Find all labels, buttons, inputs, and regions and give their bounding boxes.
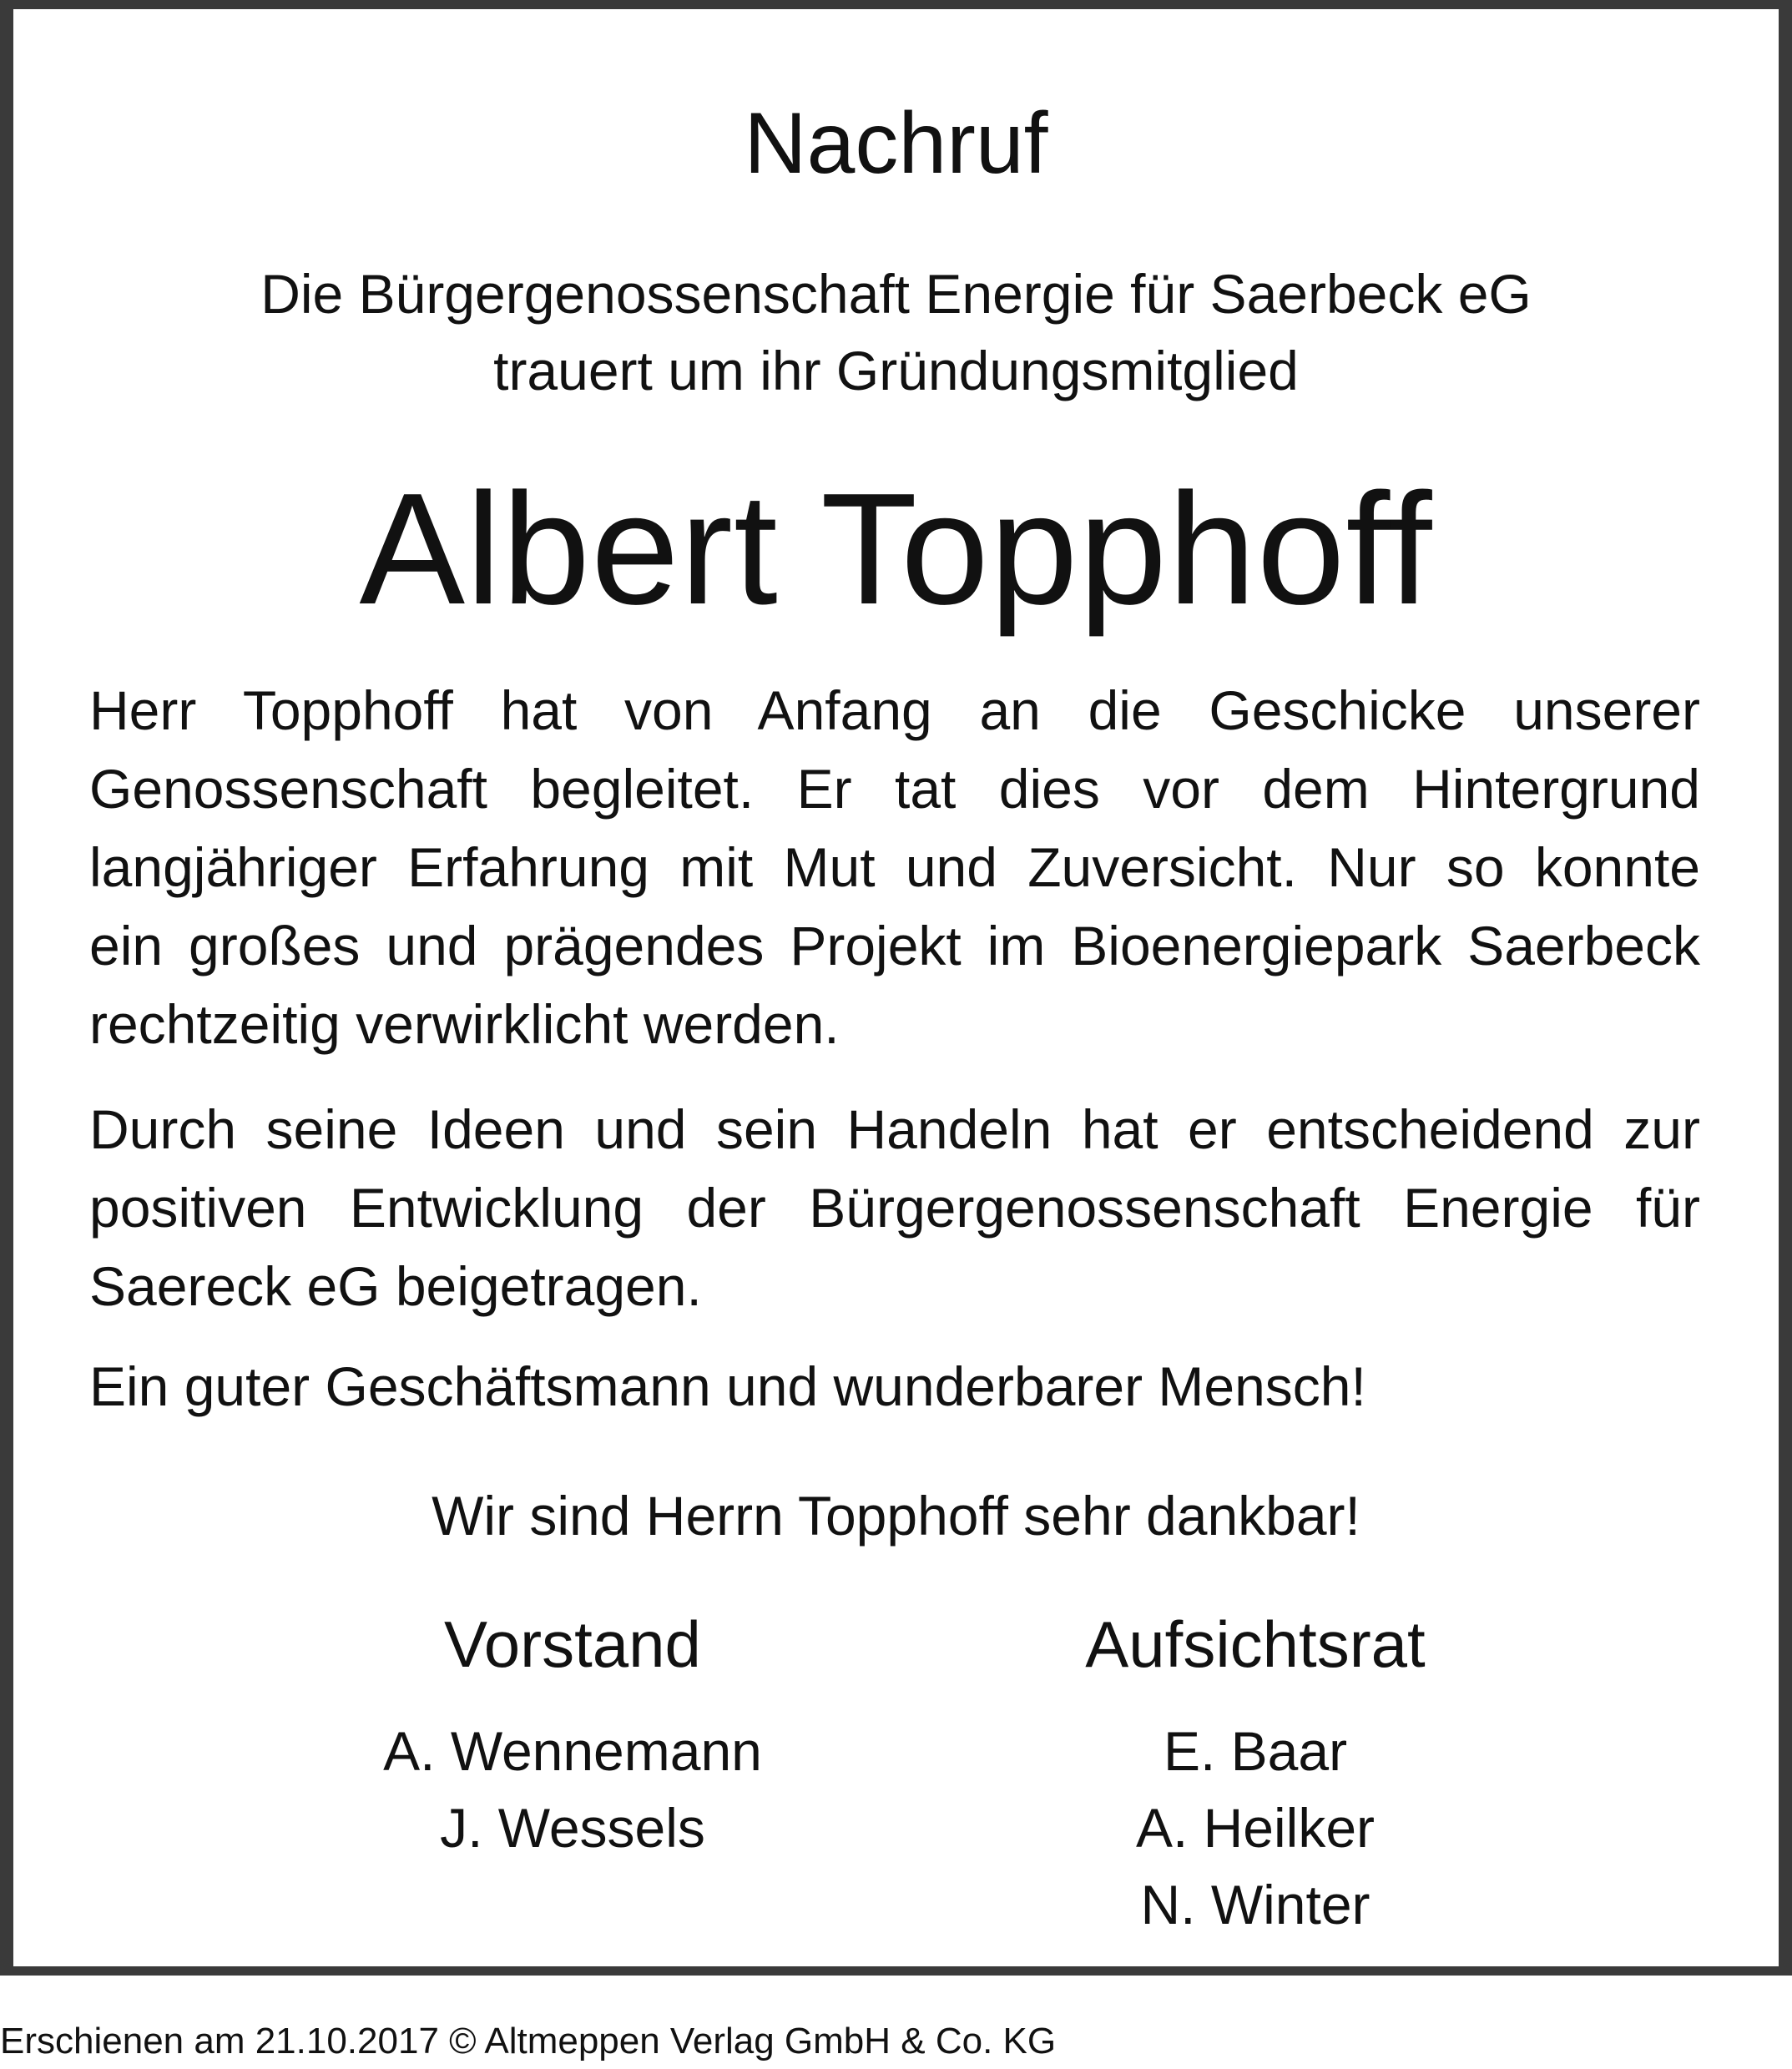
paragraph-line: Genossenschaft begleitet. Er tat dies vor dem Hintergrund [89,758,1700,820]
deceased-name: Albert Topphoff [359,461,1433,638]
paragraph-line: Ein guter Geschäftsmann und wunderbarer Mensch! [89,1355,1366,1417]
board-member: J. Wessels [440,1797,705,1859]
intro-line: trauert um ihr Gründungsmitglied [493,340,1299,401]
paragraph-contribution [89,1090,1700,1325]
supervisory-member: N. Winter [1140,1874,1371,1935]
supervisory-member: E. Baar [1163,1720,1348,1782]
paragraph-line: langjähriger Erfahrung mit Mut und Zuversicht. Nur so konnte [89,836,1700,898]
notice-title: Nachruf [744,95,1048,192]
thanks-line: Wir sind Herrn Topphoff sehr dankbar! [432,1485,1360,1547]
paragraph-line: Saereck eG beigetragen. [89,1255,702,1317]
notice-intro [0,255,1792,409]
paragraph-tribute [89,671,1700,1063]
board-heading: Vorstand [444,1607,701,1681]
publication-footer: Erschienen am 21.10.2017 © Altmeppen Verlag GmbH & Co. KG [0,2021,1057,2061]
signatories-board [280,1604,865,1866]
paragraph-line: Herr Topphoff hat von Anfang an die Geschicke unserer [89,679,1700,741]
board-member: A. Wennemann [383,1720,762,1782]
supervisory-member: A. Heilker [1135,1797,1376,1859]
intro-line: Die Bürgergenossenschaft Energie für Saerbeck eG [260,263,1532,325]
paragraph-line: Durch seine Ideen und sein Handeln hat er entscheidend zur [89,1098,1700,1160]
paragraph-closing [89,1347,1700,1426]
paragraph-line: rechtzeitig verwirklicht werden. [89,993,840,1055]
supervisory-heading: Aufsichtsrat [1085,1607,1426,1681]
signatories-supervisory [963,1604,1547,1943]
paragraph-line: ein großes und prägendes Projekt im Bioenergiepark Saerbeck [89,915,1700,976]
paragraph-line: positiven Entwicklung der Bürgergenossenschaft Energie für [89,1177,1700,1239]
